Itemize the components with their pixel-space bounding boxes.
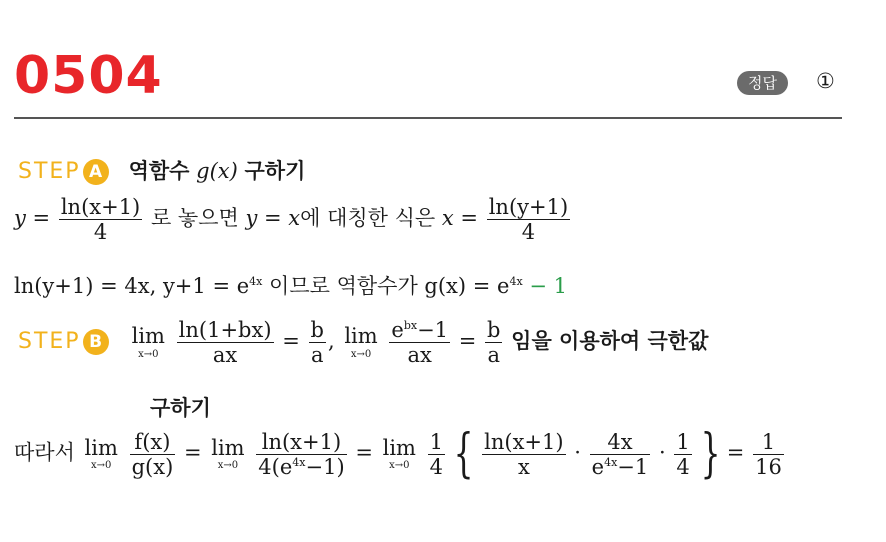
step-a-heading [18, 155, 305, 185]
fraction-f-g [130, 430, 176, 479]
exponent: 4x [249, 275, 263, 288]
limit-operator [383, 437, 416, 471]
fraction-numerator: b [487, 318, 501, 342]
step-b-badge: B [83, 329, 109, 355]
fraction-numerator: ln(x+1) [60, 195, 141, 219]
answer-badge: 정답 [737, 71, 788, 95]
lim-subscript: x→0 [138, 348, 159, 360]
lim-subscript: x→0 [389, 460, 410, 472]
dot-operator: · [658, 440, 666, 465]
fraction-numerator [389, 318, 450, 342]
fraction-denominator: a [309, 342, 326, 367]
equals-sign: = [282, 329, 300, 353]
equals-sign: = [355, 440, 373, 465]
fraction-denominator [256, 454, 346, 479]
fraction-ln-over-e [256, 430, 346, 479]
text-inverse: 이므로 역함수가 [269, 274, 418, 298]
fraction-denominator: 4 [487, 219, 570, 244]
fraction-denominator: 16 [755, 454, 782, 479]
minus-one: −1 [417, 318, 449, 342]
den-post: −1 [617, 454, 649, 479]
fraction-numerator: 1 [676, 429, 690, 454]
fraction-denominator: 4 [429, 454, 444, 479]
left-brace: { [453, 424, 474, 484]
math-ln-y: ln(y+1) = 4x, y+1 = e [14, 274, 250, 298]
fraction-denominator: 4 [676, 454, 690, 479]
math-y-eq-x: y = x [245, 206, 301, 230]
fraction-4x-over-e [590, 430, 651, 479]
fraction-numerator: b [310, 318, 324, 342]
lim-text: lim [344, 324, 378, 349]
fraction-numerator: 1 [761, 429, 776, 454]
result-fraction [753, 430, 784, 479]
step-b-label: STEP [18, 329, 81, 354]
step-a-badge: A [83, 159, 109, 185]
limit-operator [132, 325, 165, 359]
fraction-ln-x [59, 195, 142, 244]
lim-subscript: x→0 [350, 348, 372, 360]
fraction-denominator: 4 [59, 219, 142, 244]
text-symmetric: 에 대칭한 식은 [300, 206, 436, 230]
minus-one: − 1 [529, 274, 567, 298]
dot-operator: · [574, 440, 581, 465]
comma: , [327, 329, 335, 353]
fraction-numerator: ln(y+1) [488, 195, 569, 219]
fraction-one-quarter [674, 430, 691, 479]
text-therefore: 따라서 [14, 440, 75, 465]
exponent: 4x [292, 455, 306, 469]
y-equals: y = [14, 206, 51, 230]
lim-subscript: x→0 [217, 460, 239, 472]
final-line [14, 424, 786, 484]
den-pre: 4(e [258, 454, 293, 479]
step-a-title-math: g(x) [196, 159, 238, 183]
step-b-title-cont: 구하기 [150, 396, 211, 420]
right-brace: } [700, 424, 721, 484]
step-b-title-text: 임을 이용하여 극한값 [511, 329, 709, 353]
equals-sign: = [183, 440, 202, 465]
lim-text: lim [211, 435, 245, 460]
lim-text: lim [131, 324, 165, 349]
exponent: bx [403, 319, 418, 332]
lim-subscript: x→0 [91, 460, 112, 472]
fraction-denominator: ax [177, 342, 274, 367]
fraction-denominator: a [485, 342, 502, 367]
fraction-numerator: 4x [607, 429, 633, 454]
answer-value: ① [816, 69, 835, 93]
step-a-title-pre: 역함수 [128, 159, 190, 183]
fraction-numerator: ln(x+1) [484, 429, 564, 454]
fraction-b-a [485, 318, 502, 367]
step-a-label: STEP [18, 159, 81, 184]
fraction-denominator: ax [389, 342, 450, 367]
fraction-ln-bx [177, 318, 274, 367]
step-a-line2 [14, 270, 567, 300]
problem-number: 0504 [14, 46, 163, 106]
lim-text: lim [84, 435, 118, 460]
limit-operator [211, 437, 244, 471]
header-divider [14, 117, 842, 119]
fraction-one-quarter [428, 430, 445, 479]
fraction-numerator: ln(1+bx) [178, 318, 272, 342]
fraction-ln-y [487, 195, 570, 244]
limit-operator [344, 325, 377, 359]
fraction-denominator: x [482, 454, 565, 479]
fraction-b-a [309, 318, 326, 367]
step-b-heading [18, 318, 708, 367]
limit-operator [85, 437, 118, 471]
fraction-numerator: 1 [429, 429, 444, 454]
fraction-denominator: g(x) [131, 454, 174, 479]
fraction-ln-over-x [482, 430, 565, 479]
base-e: e [391, 318, 404, 342]
exponent: 4x [604, 455, 618, 469]
fraction-numerator: f(x) [134, 429, 171, 454]
x-equals: x = [441, 206, 479, 230]
text-let: 로 놓으면 [150, 206, 239, 230]
fraction-denominator [590, 454, 651, 479]
lim-text: lim [382, 435, 416, 460]
equals-sign: = [726, 440, 745, 465]
fraction-numerator: ln(x+1) [261, 429, 342, 454]
step-a-line1 [14, 195, 572, 244]
fraction-ebx [389, 318, 450, 367]
equals-sign: = [458, 329, 477, 353]
step-a-title-post: 구하기 [244, 159, 306, 183]
den-post: −1) [305, 454, 345, 479]
den-pre: e [591, 454, 605, 479]
math-g-x: g(x) = e [424, 274, 510, 298]
exponent: 4x [509, 275, 523, 288]
